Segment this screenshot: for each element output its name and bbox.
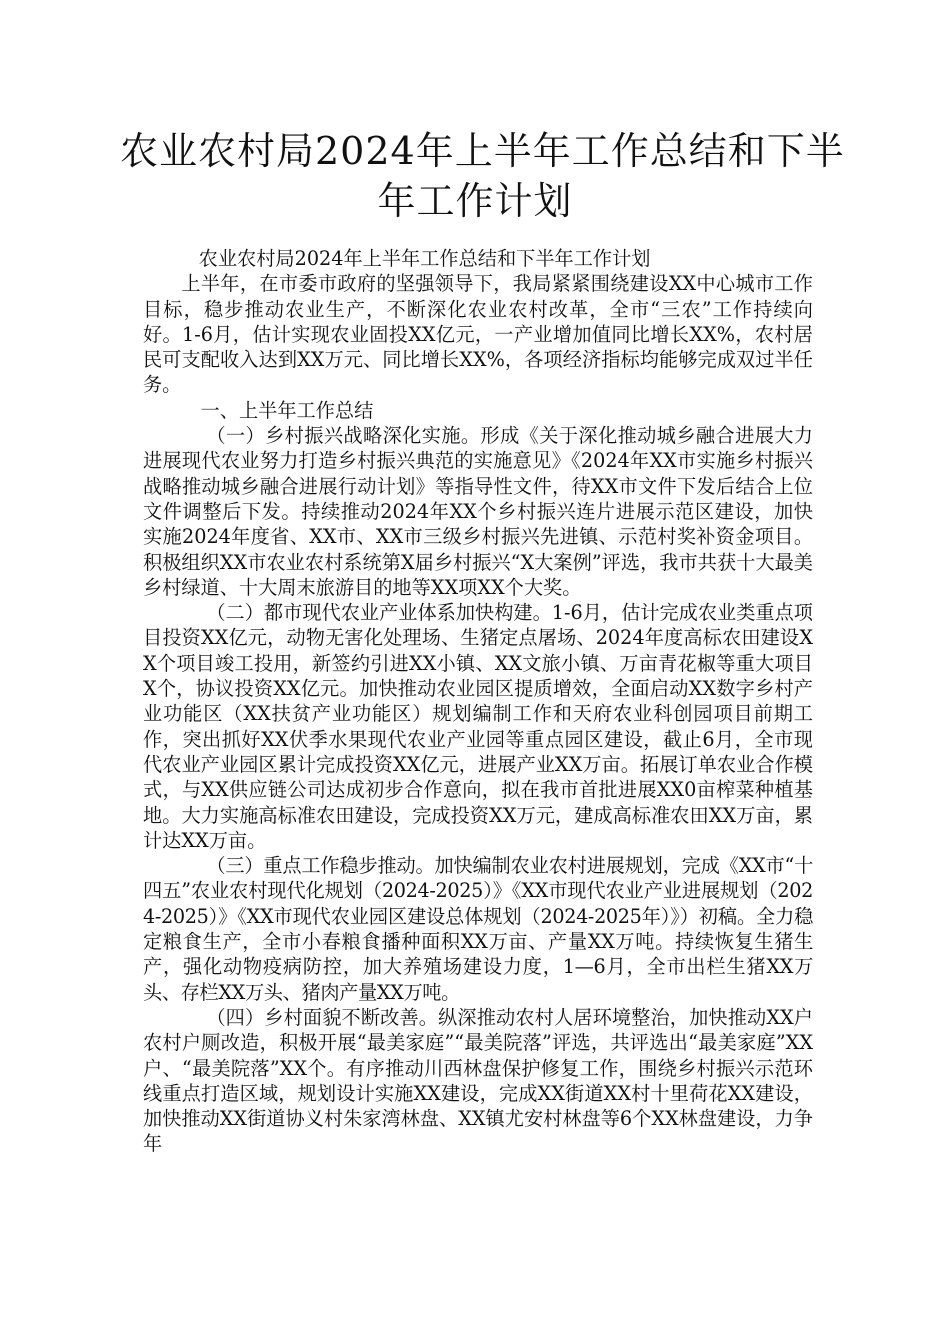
- document-subtitle: 农业农村局2024年上半年工作总结和下半年工作计划: [198, 247, 651, 270]
- document-body: [143, 246, 813, 1157]
- section-heading: 一、上半年工作总结: [200, 398, 374, 422]
- item-paragraph-2: （二）都市现代农业产业体系加快构建。1-6月，估计完成农业类重点项目投资XX亿元，动物无害化处理场、生猪定点屠场、2024年度高标农田建设XX个项目竣工投用，新签约引进XX小镇、XX文旅小镇、万亩青花椒等重大项目X个，协议投资XX亿元。加快推动农业园区提质增效，全面启动XX数字乡村产业功能区（XX扶贫产业功能区）规划编制工作和天府农业科创园项目前期工作，突出抓好XX伏季水果现代农业产业园等重点园区建设，截止6月，全市现代农业产业园区累计完成投资XX亿元，进展产业XX万亩。拓展订单农业合作模式，与XX供应链公司达成初步合作意向，拟在我市首批进展XX0亩榨菜种植基地。大力实施高标准农田建设，完成投资XX万元，建成高标准农田XX万亩，累计达XX万亩。: [143, 601, 813, 852]
- title-line-1: 农业农村局2024年上半年工作总结和下半: [120, 129, 845, 173]
- intro-paragraph: 上半年，在市委市政府的坚强领导下，我局紧紧围绕建设XX中心城市工作目标，稳步推动农业生产，不断深化农业农村改革，全市“三农”工作持续向好。1-6月，估计实现农业固投XX亿元，一产业增加值同比增长XX%，农村居民可支配收入达到XX万元、同比增长XX%，各项经济指标均能够完成双过半任务。: [143, 272, 813, 397]
- item-paragraph-1: （一）乡村振兴战略深化实施。形成《关于深化推动城乡融合进展大力进展现代农业努力打造乡村振兴典范的实施意见》《2024年XX市实施乡村振兴战略推动城乡融合进展行动计划》等指导性文件，待XX市文件下发后结合上位文件调整后下发。持续推动2024年XX个乡村振兴连片进展示范区建设，加快实施2024年度省、XX市、XX市三级乡村振兴先进镇、示范村奖补资金项目。积极组织XX市农业农村系统第X届乡村振兴“X大案例”评选，我市共获十大最美乡村绿道、十大周末旅游目的地等XX项XX个大奖。: [143, 424, 813, 599]
- item-paragraph-4: （四）乡村面貌不断改善。纵深推动农村人居环境整治，加快推动XX户农村户厕改造，积极开展“最美家庭”“最美院落”评选，共评选出“最美家庭”XX户、“最美院落”XX个。有序推动川西林盘保护修复工作，围绕乡村振兴示范环线重点打造区域，规划设计实施XX建设，完成XX街道XX村十里荷花XX建设，加快推动XX街道协义村朱家湾林盘、XX镇尤安村林盘等6个XX林盘建设，力争年: [143, 1005, 813, 1156]
- title-line-2: 年工作计划: [377, 179, 573, 223]
- document-title: [120, 126, 845, 226]
- item-paragraph-3: （三）重点工作稳步推动。加快编制农业农村进展规划，完成《XX市“十四五”农业农村现代化规划（2024-2025）》《XX市现代农业产业进展规划（2024-2025）》《XX市现代农业园区建设总体规划（2024-2025年）》）初稿。全力稳定粮食生产，全市小春粮食播种面积XX万亩、产量XX万吨。持续恢复生猪生产，强化动物疫病防控，加大养殖场建设力度，1—6月，全市出栏生猪XX万头、存栏XX万头、猪肉产量XX万吨。: [143, 854, 813, 1004]
